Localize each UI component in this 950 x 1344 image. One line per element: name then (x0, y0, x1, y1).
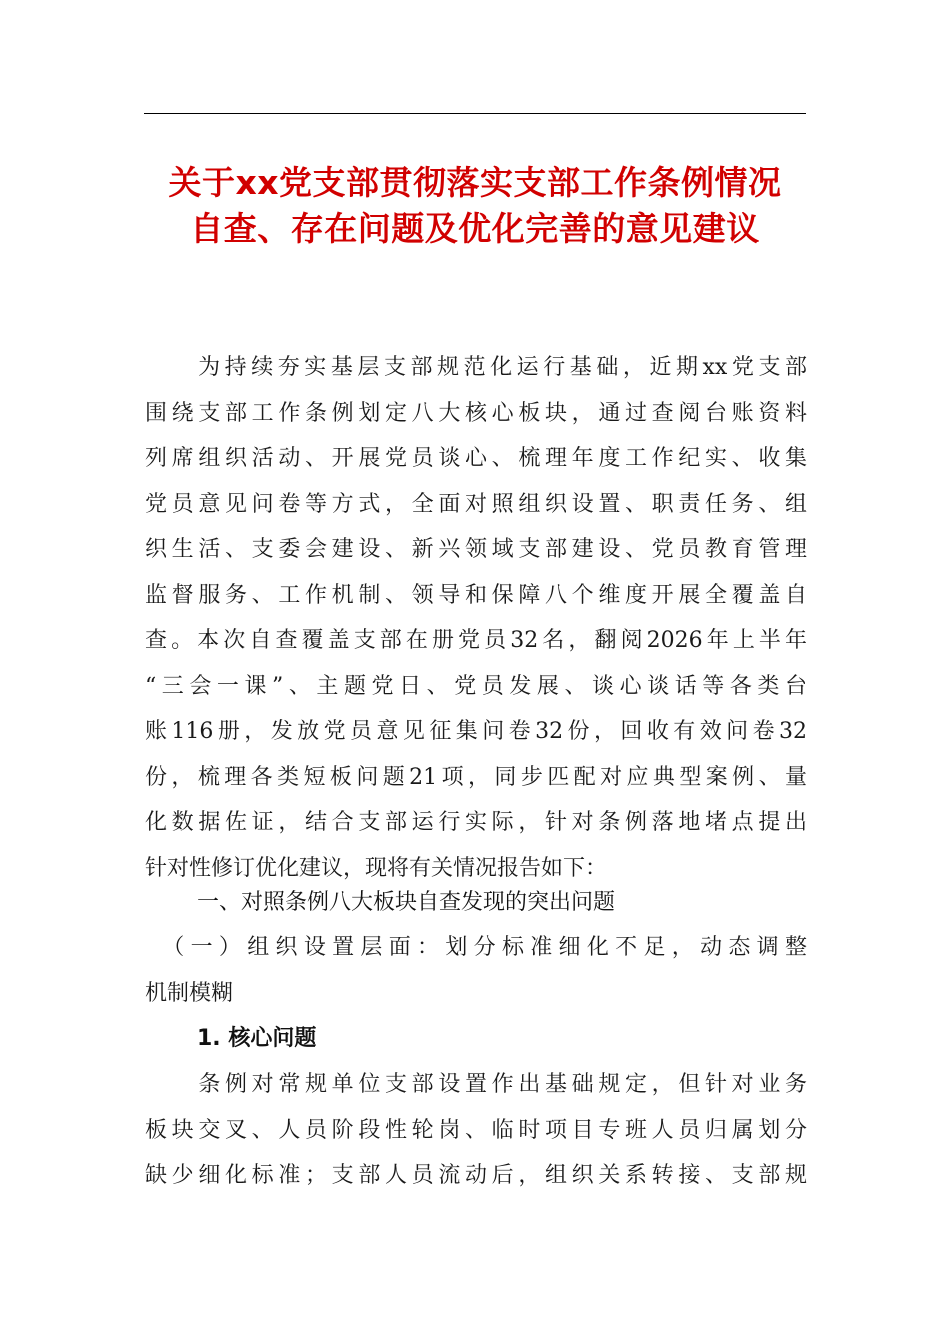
subsection-heading (145, 925, 807, 1016)
paragraph-line: 列席组织活动、开展党员谈心、梳理年度工作纪实、收集 (145, 446, 807, 471)
item-heading: 1. 核心问题 (197, 1026, 317, 1051)
paragraph-line: 查。本次自查覆盖支部在册党员32名，翻阅2026年上半年 (145, 628, 807, 653)
paragraph-line: 化数据佐证，结合支部运行实际，针对条例落地堵点提出 (145, 810, 807, 835)
intro-paragraph (145, 345, 807, 891)
paragraph-line: 缺少细化标准；支部人员流动后，组织关系转接、支部规 (145, 1163, 807, 1188)
paragraph-line: 板块交叉、人员阶段性轮岗、临时项目专班人员归属划分 (145, 1117, 807, 1143)
paragraph-line: 份，梳理各类短板问题21项，同步匹配对应典型案例、量 (145, 764, 807, 790)
paragraph-line: 织生活、支委会建设、新兴领域支部建设、党员教育管理 (145, 537, 807, 562)
paragraph-line: 条例对常规单位支部设置作出基础规定，但针对业务 (145, 1072, 807, 1097)
title-line: 关于xx党支部贯彻落实支部工作条例情况 (168, 163, 782, 202)
subsection-heading-line: （一）组织设置层面：划分标准细化不足，动态调整 (145, 935, 807, 960)
paragraph-line: 围绕支部工作条例划定八大核心板块，通过查阅台账资料 (145, 400, 807, 426)
paragraph-line: “三会一课”、主题党日、党员发展、谈心谈话等各类台 (145, 673, 807, 699)
paragraph-line: 党员意见问卷等方式，全面对照组织设置、职责任务、组 (145, 491, 807, 517)
document-title (120, 160, 830, 252)
subsection-heading-line: 机制模糊 (145, 980, 234, 1006)
paragraph-line: 监督服务、工作机制、领导和保障八个维度开展全覆盖自 (145, 582, 807, 608)
section-heading: 一、对照条例八大板块自查发现的突出问题 (197, 890, 616, 915)
header-rule (144, 113, 806, 114)
title-line: 自查、存在问题及优化完善的意见建议 (190, 209, 760, 248)
paragraph-line: 针对性修订优化建议，现将有关情况报告如下： (145, 855, 608, 881)
paragraph-line: 账116册，发放党员意见征集问卷32份，回收有效问卷32 (145, 719, 807, 744)
item-paragraph (145, 1062, 807, 1199)
paragraph-line: 为持续夯实基层支部规范化运行基础，近期xx党支部 (145, 355, 807, 380)
